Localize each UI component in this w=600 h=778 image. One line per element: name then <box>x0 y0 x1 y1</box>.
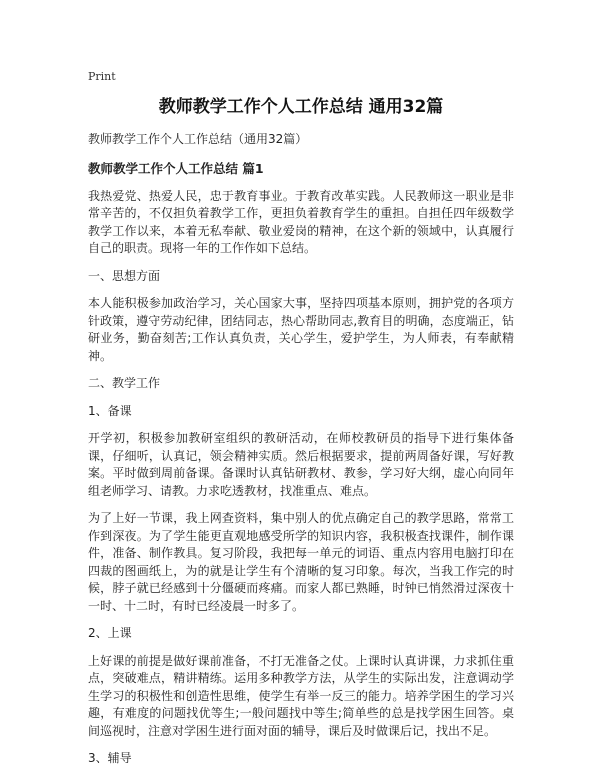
document-subtitle: 教师教学工作个人工作总结（通用32篇） <box>88 132 308 146</box>
document-body <box>88 160 514 778</box>
heading-tutoring: 3、辅导 <box>88 751 132 765</box>
heading-lesson-prep: 1、备课 <box>88 403 132 418</box>
paragraph-intro: 我热爱党、热爱人民，忠于教育事业。于教育改革实践。人民教师这一职业是非常辛苦的，不仅担负着教学工作，更担负着教育学生的重担。自担任四年级数学教学工作以来，本着无私奉献、敬业爱岗的精神，在这个新的领域中，认真履行自己的职责。现将一年的工作作如下总结。 <box>88 188 514 255</box>
paragraph-lesson-prep-2: 为了上好一节课，我上网查资料，集中别人的优点确定自己的教学思路，常常工作到深夜。为了学生能更直观地感受所学的知识内容，我积极查找课件，制作课件，准备、制作教具。复习阶段，我把每一单元的词语、重点内容用电脑打印在四裁的图画纸上，为的就是让学生有个清晰的复习印象。每次，当我工作完的时候，脖子就已经感到十分僵硬而疼痛。而家人都已熟睡，时钟已悄然滑过深夜十一时、十二时，有时已经凌晨一时多了。 <box>88 511 514 613</box>
heading-class: 2、上课 <box>88 626 132 640</box>
print-label: Print <box>88 70 116 83</box>
paragraph-lesson-prep-1: 开学初，积极参加教研室组织的教研活动，在师校教研员的指导下进行集体备课，仔细听，认真记，领会精神实质。然后根据要求，提前两周备好课，写好教案。平时做到周前备课。备课时认真钻研教材、教参，学习好大纲，虚心向同年组老师学习、请教。力求吃透教材，找准重点、难点。 <box>88 431 514 498</box>
heading-teaching: 二、教学工作 <box>88 376 161 390</box>
section-title: 教师教学工作个人工作总结 篇1 <box>88 161 264 176</box>
document-title: 教师教学工作个人工作总结 通用32篇 <box>158 97 444 117</box>
paragraph-class: 上好课的前提是做好课前准备，不打无准备之仗。上课时认真讲课，力求抓住重点，突破难点，精讲精练。运用多种教学方法，从学生的实际出发，注意调动学生学习的积极性和创造性思维，使学生有举一反三的能力。培养学困生的学习兴趣，有难度的问题找优等生;一般问题找中等生;简单些的总是找学困生回答。桌间巡视时，注意对学困生进行面对面的辅导，课后及时做课后记，找出不足。 <box>88 653 514 738</box>
paragraph-thought: 本人能积极参加政治学习，关心国家大事，坚持四项基本原则，拥护党的各项方针政策，遵守劳动纪律，团结同志，热心帮助同志,教育目的明确，态度端正，钻研业务，勤奋刻苦;工作认真负责，关心学生，爱护学生，为人师表，有奉献精神。 <box>88 296 514 363</box>
heading-thought: 一、思想方面 <box>88 268 161 283</box>
